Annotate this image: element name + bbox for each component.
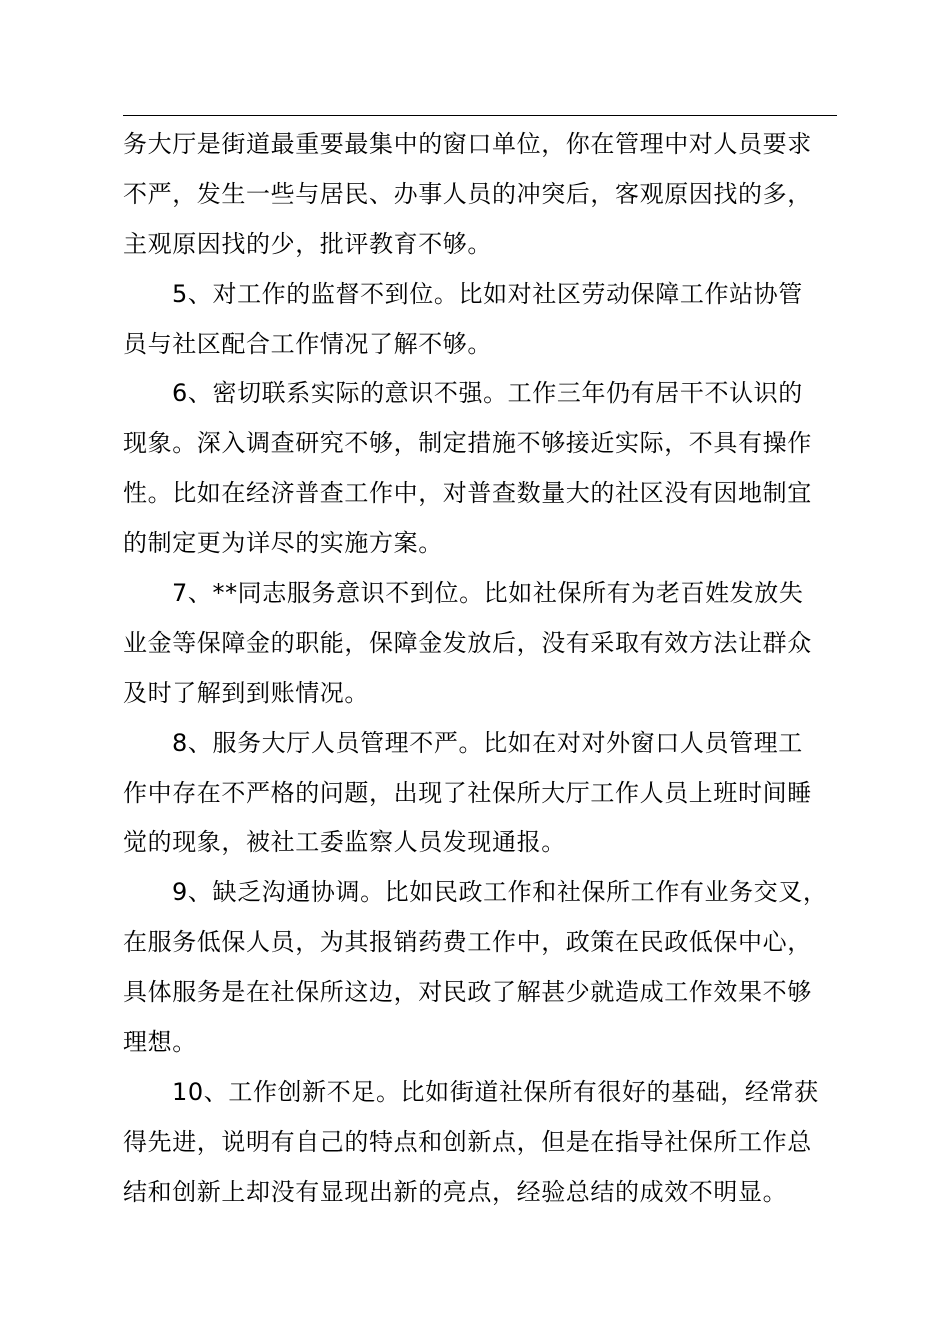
text-line: 业金等保障金的职能，保障金发放后，没有采取有效方法让群众 (123, 628, 812, 657)
text-line: 员与社区配合工作情况了解不够。 (123, 329, 492, 358)
text-line: 性。比如在经济普查工作中，对普查数量大的社区没有因地制宜 (123, 479, 812, 508)
paragraph-10-start: 10、工作创新不足。比如街道社保所有很好的基础，经常获 (172, 1077, 819, 1106)
document-body (123, 120, 843, 1218)
text-line: 及时了解到到账情况。 (123, 678, 369, 707)
text-line: 结和创新上却没有显现出新的亮点，经验总结的成效不明显。 (123, 1177, 788, 1206)
paragraph-6-start: 6、密切联系实际的意识不强。工作三年仍有居干不认识的 (172, 379, 803, 408)
text-line: 理想。 (123, 1028, 197, 1057)
header-rule (123, 115, 837, 116)
paragraph-9-start: 9、缺乏沟通协调。比如民政工作和社保所工作有业务交叉， (172, 878, 828, 907)
text-line: 的制定更为详尽的实施方案。 (123, 529, 443, 558)
text-line: 具体服务是在社保所这边，对民政了解甚少就造成工作效果不够 (123, 978, 812, 1007)
paragraph-5-start: 5、对工作的监督不到位。比如对社区劳动保障工作站协管 (172, 279, 803, 308)
text-line: 觉的现象，被社工委监察人员发现通报。 (123, 828, 566, 857)
text-line: 在服务低保人员，为其报销药费工作中，政策在民政低保中心， (123, 928, 812, 957)
paragraph-7-start: 7、**同志服务意识不到位。比如社保所有为老百姓发放失 (172, 579, 804, 608)
text-line: 主观原因找的少，批评教育不够。 (123, 229, 492, 258)
paragraph-8-start: 8、服务大厅人员管理不严。比如在对对外窗口人员管理工 (172, 728, 803, 757)
text-line: 作中存在不严格的问题，出现了社保所大厅工作人员上班时间睡 (123, 778, 812, 807)
text-line: 不严，发生一些与居民、办事人员的冲突后，客观原因找的多， (123, 179, 812, 208)
text-line: 现象。深入调查研究不够，制定措施不够接近实际，不具有操作 (123, 429, 812, 458)
text-line: 务大厅是街道最重要最集中的窗口单位，你在管理中对人员要求 (123, 130, 812, 158)
text-line: 得先进，说明有自己的特点和创新点，但是在指导社保所工作总 (123, 1127, 812, 1156)
